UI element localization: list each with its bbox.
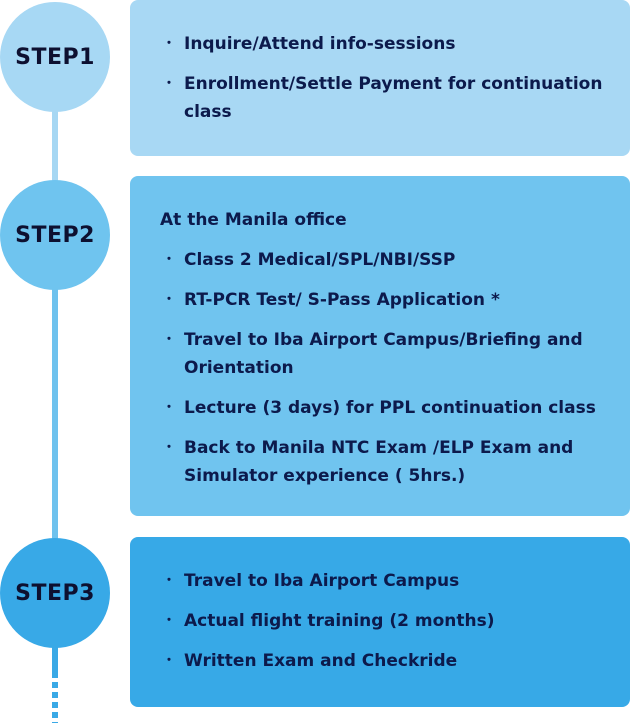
step3-item <box>160 647 610 675</box>
step2-item-text: Back to Manila NTC Exam /ELP Exam and Simulator experience ( 5hrs.) <box>184 438 574 486</box>
step2-item <box>160 326 610 382</box>
step3-label: STEP3 <box>15 580 95 606</box>
step2-circle <box>0 180 110 290</box>
step1-item <box>160 70 610 126</box>
bullet-icon: ・ <box>162 252 176 268</box>
bullet-icon: ・ <box>162 292 176 308</box>
bullet-icon: ・ <box>162 613 176 629</box>
step1-item-text: Enrollment/Settle Payment for continuation class <box>184 74 603 122</box>
step2-item-text: Lecture (3 days) for PPL continuation class <box>184 398 596 418</box>
step1-item-list <box>160 30 610 126</box>
step3-item <box>160 567 610 595</box>
step3-box <box>130 537 630 707</box>
step2-item-list <box>160 246 610 490</box>
step2-label: STEP2 <box>15 222 95 248</box>
step3-item-text: Written Exam and Checkride <box>184 651 458 671</box>
bullet-icon: ・ <box>162 440 176 456</box>
step2-item-text: Travel to Iba Airport Campus/Briefing and Orientation <box>184 330 583 378</box>
step3-circle <box>0 538 110 648</box>
step3-item-text: Travel to Iba Airport Campus <box>184 571 460 591</box>
step2-item <box>160 286 610 314</box>
step1-item-text: Inquire/Attend info-sessions <box>184 34 456 54</box>
bullet-icon: ・ <box>162 653 176 669</box>
timeline-connector-2-3 <box>52 280 58 542</box>
timeline-continuation-dotted-line <box>52 682 58 723</box>
bullet-icon: ・ <box>162 76 176 92</box>
step2-item <box>160 394 610 422</box>
timeline-connector-1-2 <box>52 110 58 190</box>
step2-item <box>160 246 610 274</box>
step1-box <box>130 0 630 156</box>
step2-item-text: Class 2 Medical/SPL/NBI/SSP <box>184 250 456 270</box>
bullet-icon: ・ <box>162 400 176 416</box>
step1-label: STEP1 <box>15 44 95 70</box>
step1-item <box>160 30 610 58</box>
bullet-icon: ・ <box>162 573 176 589</box>
step2-item <box>160 434 610 490</box>
step2-box <box>130 176 630 516</box>
step2-heading: At the Manila office <box>160 210 347 230</box>
bullet-icon: ・ <box>162 36 176 52</box>
step3-item-list <box>160 567 610 675</box>
step1-circle <box>0 2 110 112</box>
bullet-icon: ・ <box>162 332 176 348</box>
step3-item-text: Actual flight training (2 months) <box>184 611 495 631</box>
step2-item-text: RT-PCR Test/ S-Pass Application * <box>184 290 500 310</box>
step3-item <box>160 607 610 635</box>
